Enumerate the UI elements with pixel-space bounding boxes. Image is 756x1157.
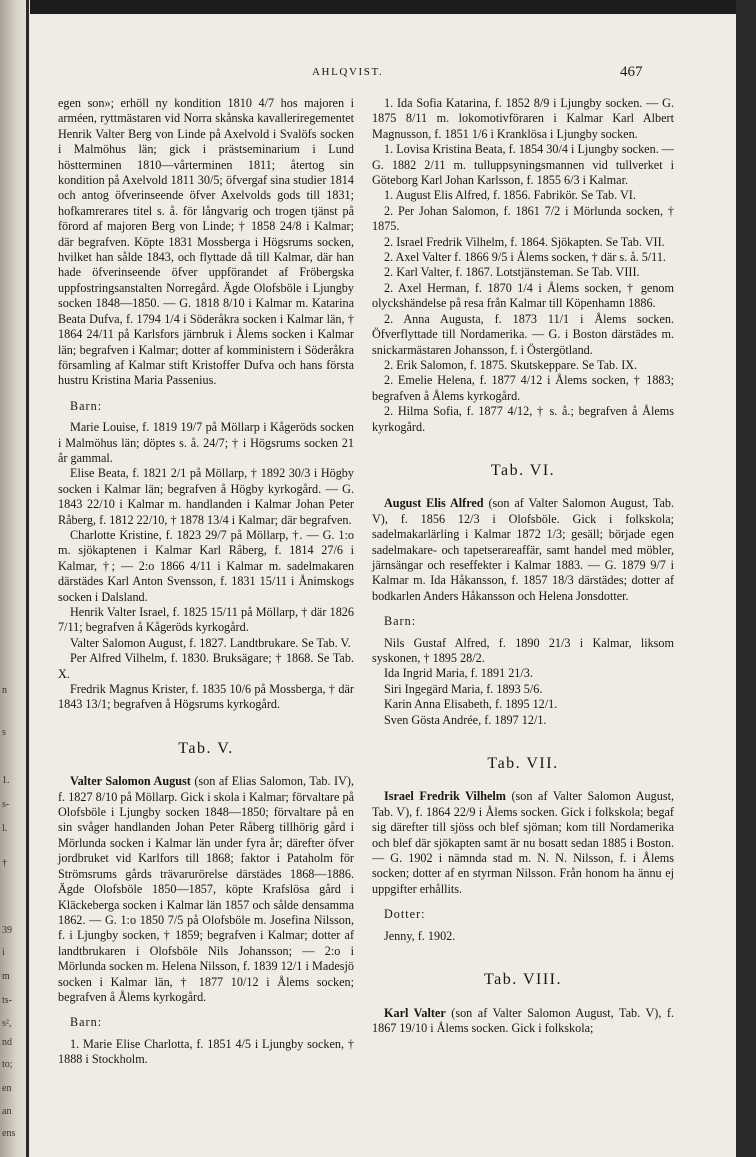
child-entry: Fredrik Magnus Krister, f. 1835 10/6 på Mossberga, † där 1843 13/1; begrafven å Högsrums kyrkogård. [58,682,354,712]
child-entry: Valter Salomon August, f. 1827. Landtbrukare. Se Tab. V. [70,635,351,650]
children-list [58,420,354,713]
child-entry: 2. Erik Salomon, f. 1875. Skutskeppare. Se Tab. IX. [384,357,638,372]
tab-viii-entry [372,1006,674,1037]
page-number: 467 [620,64,643,80]
running-head: AHLQVIST. [312,66,384,78]
child-entry: Nils Gustaf Alfred, f. 1890 21/3 i Kalmar, liksom syskonen, † 1895 28/2. [372,635,674,665]
margin-fragment: s [2,727,6,738]
child-entry: Charlotte Kristine, f. 1823 29/7 på Möllarp, †. — G. 1:o m. sjökaptenen i Kalmar Karl Råberg, f. 1814 27/6 i Kalmar, †; — 2:o 1866 4/11 i Kalmar m. sadelmakaren därstädes Karl Anton Svensson, f. 1831 15/11 i Ånimskogs socken i Dalsland. [58,527,354,604]
child-entry: Jenny, f. 1902. [384,928,456,943]
intro-paragraph: egen son»; erhöll ny kondition 1810 4/7 hos majoren i arméen, ryttmästaren vid Norra skånska kavalleriregementet Henrik Valter Berg von Linde på Axelvold i Svalöfs socken i Malmöhus län; gick i prästseminarium i Lund höstterminen 1810—vårterminen 1811; återtog sin kondition på Axelvold 1811 30/5; öfvergaf sina studier 1814 och antog öfverinseende öfver Axelvolds gods till 1831; hofkamrerares titel s. å. för långvarig och trogen tjänst på förord af majoren Berg von Linde; † 1858 24/8 i Kalmar; där begrafven. Köpte 1831 Mossberga i Högsrums socken, hvilket han sålde 1843, och flyttade då till Kalmar, där han hade öfverinseende öfver uppförandet af Fröbergska uppfostringsanstalten Norregård. Ägde Olofsböle i Ljungby socken 1848—1850. — G. 1818 8/10 i Kalmar m. Katarina Beata Dufva, f. 1794 1/4 i Söderåkra socken i Kalmar län, † 1864 24/11 på Karlsfors järnbruk i Ålems socken i Kalmar län; begrafven i Kalmar; dotter af komministern i Söderåkra församling af Kalmar stift Kristoffer Dufva och hans första hustru Kristina Maria Passenius. [58,96,354,388]
tab-v-children-list [58,1037,354,1068]
tab-vii-heading: Tab. VII. [487,755,559,773]
child-entry: 2. Per Johan Salomon, f. 1861 7/2 i Mörlunda socken, † 1875. [372,203,674,234]
tab-vi-children-label: Barn: [384,614,417,629]
margin-fragment: s- [2,799,10,810]
tab-v-entry [58,774,354,1005]
margin-fragment: † [2,858,7,869]
child-entry: 2. Emelie Helena, f. 1877 4/12 i Ålems socken, † 1883; begrafven å Ålems kyrkogård. [372,373,674,403]
margin-fragment: s², [2,1018,12,1029]
margin-fragment: n [2,685,7,696]
margin-fragment: to; [2,1059,13,1070]
tab-vi-children-list [372,636,674,728]
page-edge [736,0,756,1157]
tab-vii-children-list [372,929,674,944]
tab-v-text: (son af Elias Salomon, Tab. IV), f. 1827 8/10 på Möllarp. Gick i skola i Kalmar; förvaltare på Olofsböle i Ljungby socken 1848—1850; förvaltare på en sin svåger handlanden Johan Peter Råberg tillhörig gård i Mörlunda socken i Kalmar län under fyra år; därefter öfver jordbruket vid Karlfors till 1868; faktor i Pataholm för Strömsrums gårds trävarurörelse därstädes 1868—1886. Ägde Olofsböle 1850—1857, köpte Krafslösa gård i Kläckeberga socken i Kalmar län 1857 och sålde densamma 1862. — G. 1:o 1850 7/5 på Olofsböle m. Josefina Nilsson, f. i Ljungby socken, † 1859; begrafven i Kalmar; dotter af landtbrukaren i Olofsböle Nils Johansson; — 2:o i Mörlunda socken m. Helena Nilsson, f. 1839 12/1 i Madesjö socken i Kalmar län, † 1877 10/12 i Ålems socken; begrafven å Ålems kyrkogård. [58,774,354,1004]
child-entry: 2. Hilma Sofia, f. 1877 4/12, † s. å.; begrafven å Ålems kyrkogård. [372,404,674,434]
margin-fragment: 39 [2,925,12,936]
tab-vii-children-label: Dotter: [384,907,426,922]
tab-vii-entry [372,789,674,897]
right-column [372,96,674,1036]
tab-viii-name: Karl Valter [384,1005,446,1020]
tab-v-children-label: Barn: [70,1015,103,1030]
margin-fragment: en [2,1083,12,1094]
child-entry: 2. Axel Valter f. 1866 9/5 i Ålems socken, † där s. å. 5/11. [384,250,666,265]
tab-v-name: Valter Salomon August [70,774,191,789]
tab-viii-text: (son af Valter Salomon August, Tab. V), f. 1867 19/10 i Ålems socken. Gick i folkskola; [372,1005,675,1035]
margin-fragment: l. [2,823,8,834]
tab-vii-text: (son af Valter Salomon August, Tab. V), f. 1864 22/9 i Ålems socken. Gick i folkskola; begaf sig därefter till sjöss och blef sjöman; kom till Nordamerika och blef där sjökapten samt är nu bosatt sedan 1885 i Boston. — G. 1902 i nämnda stad m. N. N. Nilsson, f. i Ålems socken; dotter af en styrman Nilsson. Från honom ha ännu ej uppgifter erhållits. [372,789,674,896]
tab-viii-heading: Tab. VIII. [483,971,562,989]
child-entry: Sven Gösta Andrée, f. 1897 12/1. [384,712,547,727]
child-entry: 2. Axel Herman, f. 1870 1/4 i Ålems socken, † genom olyckshändelse på resa från Kalmar till Köpenhamn 1886. [372,280,674,311]
margin-fragment: 1. [2,775,10,786]
child-entry: 2. Anna Augusta, f. 1873 11/1 i Ålems socken. Öfverflyttade till Nordamerika. — G. i Boston därstädes m. snickarmästaren Johansson, f. i Östergötland. [372,311,674,357]
binding-gutter-line [26,0,29,1157]
child-entry: Elise Beata, f. 1821 2/1 på Möllarp, † 1892 30/3 i Högby socken i Kalmar län; begrafven å Högby kyrkogård. — G. 1843 22/10 i Kalmar m. handlanden i Kalmar Johan Peter Råberg, f. 1812 22/10, † 1878 13/4 i Kalmar; där begrafven. [58,466,354,527]
margin-fragment: ens [2,1128,16,1139]
child-entry: 1. August Elis Alfred, f. 1856. Fabrikör. Se Tab. VI. [384,188,636,203]
child-entry: Karin Anna Elisabeth, f. 1895 12/1. [384,697,558,712]
children-label: Barn: [70,398,103,413]
child-entry: 1. Ida Sofia Katarina, f. 1852 8/9 i Ljungby socken. — G. 1875 8/11 m. lokomotivföraren i Kalmar Karl Albert Magnusson, f. 1851 1/6 i Kranklösa i Ljungby socken. [372,96,674,141]
child-entry: 1. Marie Elise Charlotta, f. 1851 4/5 i Ljungby socken, † 1888 i Stockholm. [58,1036,354,1067]
child-entry: Per Alfred Vilhelm, f. 1830. Bruksägare; † 1868. Se Tab. X. [58,651,354,681]
margin-fragment: i [2,947,5,958]
tab-vi-entry [372,496,674,604]
child-entry: Henrik Valter Israel, f. 1825 15/11 på Möllarp, † där 1826 7/11; begrafven å Kågeröds kyrkogård. [58,605,354,635]
children-continued-list [372,96,674,435]
margin-fragment: nd [2,1037,12,1048]
child-entry: 2. Israel Fredrik Vilhelm, f. 1864. Sjökapten. Se Tab. VII. [384,234,665,249]
child-entry: 1. Lovisa Kristina Beata, f. 1854 30/4 i Ljungby socken. — G. 1882 2/11 m. tulluppsyningsmannen vid tullverket i Göteborg Karl Johan Karlsson, f. 1855 6/3 i Kalmar. [372,142,674,188]
tab-vi-heading: Tab. VI. [490,461,556,479]
child-entry: 2. Karl Valter, f. 1867. Lotstjänsteman. Se Tab. VIII. [384,265,640,280]
tab-v-heading: Tab. V. [178,739,234,757]
left-column [58,96,354,1068]
tab-vi-text: (son af Valter Salomon August, Tab. V), f. 1856 12/3 i Olofsböle. Gick i folkskola; sadelmakarlärling i Kalmar 1872 1/3; gesäll; började egen sadelmakare- och tapetserareaffär, samt handel med möbler, järnsängar och reseffekter i Kalmar 1883. — G. 1879 9/7 i Kalmar m. Ida Håkansson, f. 1857 18/3 därstädes; dotter af bodkarlen Anders Håkansson och Helena Jonsdotter. [372,496,674,603]
tab-vii-name: Israel Fredrik Vilhelm [384,789,506,804]
tab-vi-name: August Elis Alfred [384,496,484,511]
margin-fragment: an [2,1106,12,1117]
child-entry: Siri Ingegärd Maria, f. 1893 5/6. [384,681,543,696]
margin-fragment: m [2,971,10,982]
margin-fragment: ts- [2,995,12,1006]
child-entry: Marie Louise, f. 1819 19/7 på Möllarp i Kågeröds socken i Malmöhus län; döptes s. å. 24/7; † i Högsrums socken 21 år gammal. [58,420,354,465]
child-entry: Ida Ingrid Maria, f. 1891 21/3. [384,666,533,681]
